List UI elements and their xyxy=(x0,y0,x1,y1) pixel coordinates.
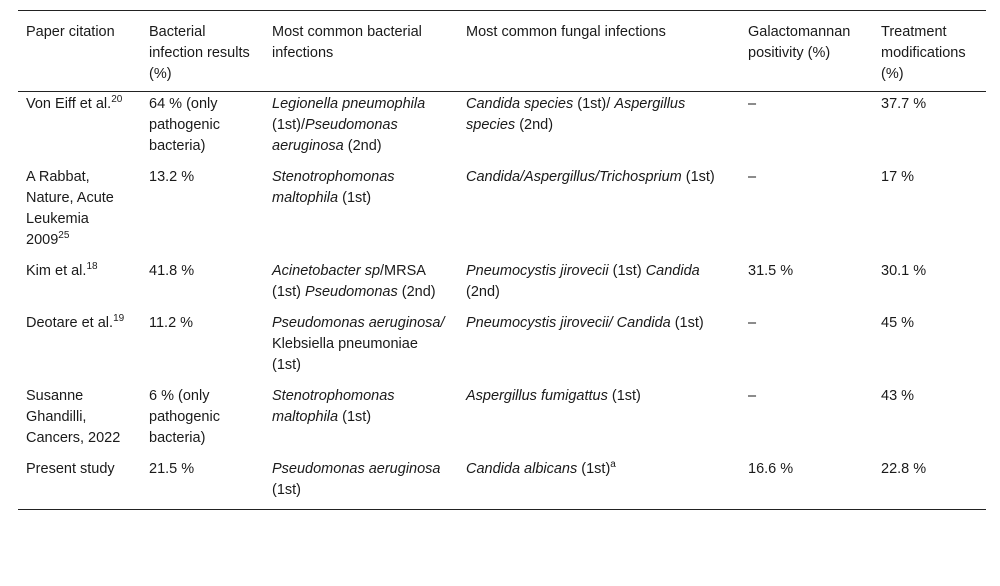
cell-treatment: 37.7 % xyxy=(881,96,927,112)
bacterial-infection-segment: Acinetobacter sp xyxy=(272,263,381,279)
cell-treatment: 22.8 % xyxy=(881,461,927,477)
bacterial-infection-segment: (2nd) xyxy=(397,284,436,300)
fungal-infection-segment: (2nd) xyxy=(515,117,554,133)
cell-galactomannan: 16.6 % xyxy=(748,461,794,477)
bacterial-infection-segment: (1st) xyxy=(338,409,372,425)
cell-treatment: 43 % xyxy=(881,388,915,404)
fungal-infection-segment: (1st)/ xyxy=(573,96,615,112)
cell-bacterial-results: 21.5 % xyxy=(149,461,195,477)
fungal-infection-segment: Pneumocystis jirovecii/ Candida xyxy=(466,315,671,331)
citation-text: Susanne Ghandilli, Cancers, 2022 xyxy=(26,388,121,446)
cell-bacterial-infections xyxy=(264,259,458,311)
cell-bacterial-infections xyxy=(264,311,458,384)
bacterial-infection-segment: (1st) xyxy=(338,190,372,206)
bacterial-infection-segment: Stenotrophomonas maltophila xyxy=(272,388,395,425)
cell-bacterial-infections xyxy=(264,384,458,457)
table-row xyxy=(18,259,986,311)
fungal-infection-segment: Pneumocystis jirovecii xyxy=(466,263,609,279)
citation-ref: 18 xyxy=(86,261,98,272)
cell-fungal-infections xyxy=(458,92,740,166)
fungal-infection-segment: Candida species xyxy=(466,96,574,112)
cell-fungal-infections xyxy=(458,165,740,259)
cell-bacterial-results: 64 % (only pathogenic bacteria) xyxy=(149,96,220,154)
cell-citation xyxy=(18,165,141,259)
bacterial-infection-segment: Pseudomonas aeruginosa xyxy=(272,461,441,477)
fungal-infection-segment: (1st) xyxy=(608,263,646,279)
citation-ref: 20 xyxy=(111,94,123,105)
fungal-infection-segment: Aspergillus fumigattus xyxy=(466,388,608,404)
citation-text: Deotare et al. xyxy=(26,315,114,331)
fungal-infection-segment: Candida xyxy=(645,263,700,279)
header-galactomannan: Galactomannan positivity (%) xyxy=(748,24,851,61)
header-bacterial-infections: Most common bacterial infections xyxy=(272,24,422,61)
fungal-infection-segment: Candida/Aspergillus/Trichosprium xyxy=(466,169,682,185)
table-row xyxy=(18,311,986,384)
cell-treatment: 30.1 % xyxy=(881,263,927,279)
cell-bacterial-infections xyxy=(264,457,458,510)
header-treatment: Treatment modifications (%) xyxy=(881,24,966,82)
fungal-infection-segment: (1st) xyxy=(670,315,704,331)
cell-citation xyxy=(18,92,141,166)
table-row xyxy=(18,165,986,259)
cell-citation xyxy=(18,311,141,384)
cell-fungal-infections xyxy=(458,384,740,457)
cell-citation xyxy=(18,384,141,457)
bacterial-infection-segment: Klebsiella pneumoniae (1st) xyxy=(272,336,418,373)
cell-bacterial-results: 13.2 % xyxy=(149,169,195,185)
cell-bacterial-infections xyxy=(264,165,458,259)
citation-ref: 19 xyxy=(113,313,125,324)
bacterial-infection-segment: Legionella pneumophila xyxy=(272,96,426,112)
bacterial-infection-segment: (1st) xyxy=(272,482,301,498)
cell-galactomannan: – xyxy=(748,315,757,331)
bacterial-infection-segment: Pseudomonas aeruginosa/ xyxy=(272,315,445,331)
fungal-infection-segment: (1st) xyxy=(577,461,611,477)
fungal-infection-segment: (1st) xyxy=(681,169,715,185)
citation-text: Kim et al. xyxy=(26,263,87,279)
citation-text: Von Eiff et al. xyxy=(26,96,112,112)
cell-bacterial-results: 11.2 % xyxy=(149,315,194,331)
cell-fungal-infections xyxy=(458,259,740,311)
table-row xyxy=(18,92,986,166)
cell-galactomannan: 31.5 % xyxy=(748,263,794,279)
comparison-table-container xyxy=(18,10,986,510)
citation-text: Present study xyxy=(26,461,115,477)
cell-bacterial-results: 41.8 % xyxy=(149,263,195,279)
cell-treatment: 17 % xyxy=(881,169,915,185)
bacterial-infection-segment: (2nd) xyxy=(343,138,382,154)
fungal-infection-segment: (2nd) xyxy=(466,284,500,300)
table-row xyxy=(18,384,986,457)
cell-bacterial-results: 6 % (only pathogenic bacteria) xyxy=(149,388,220,446)
fungal-infection-segment: Candida albicans xyxy=(466,461,578,477)
bacterial-infection-segment: Pseudomonas aeruginosa xyxy=(272,117,398,154)
table-body xyxy=(18,92,986,510)
fungal-infection-segment: Aspergillus species xyxy=(466,96,686,133)
cell-fungal-infections xyxy=(458,311,740,384)
cell-bacterial-infections xyxy=(264,92,458,166)
cell-galactomannan: – xyxy=(748,388,757,404)
header-bacterial-results: Bacterial infection results (%) xyxy=(149,24,250,82)
bacterial-infection-segment: Stenotrophomonas maltophila xyxy=(272,169,395,206)
cell-citation xyxy=(18,259,141,311)
citation-text: A Rabbat, Nature, Acute Leukemia 2009 xyxy=(26,169,114,248)
fungal-infection-segment: (1st) xyxy=(607,388,641,404)
bacterial-infection-segment: /MRSA (1st) xyxy=(272,263,426,300)
bacterial-infection-segment: (1st)/ xyxy=(272,117,306,133)
table-header-row xyxy=(18,11,986,92)
bacterial-infection-segment: Pseudomonas xyxy=(305,284,398,300)
table-row xyxy=(18,457,986,510)
cell-galactomannan: – xyxy=(748,96,757,112)
fungal-footnote-marker: a xyxy=(610,459,616,470)
header-fungal-infections: Most common fungal infections xyxy=(466,24,666,40)
comparison-table xyxy=(18,10,986,510)
cell-citation xyxy=(18,457,141,510)
citation-ref: 25 xyxy=(58,230,70,241)
cell-galactomannan: – xyxy=(748,169,757,185)
cell-treatment: 45 % xyxy=(881,315,915,331)
cell-fungal-infections xyxy=(458,457,740,510)
header-paper-citation: Paper citation xyxy=(26,24,115,40)
